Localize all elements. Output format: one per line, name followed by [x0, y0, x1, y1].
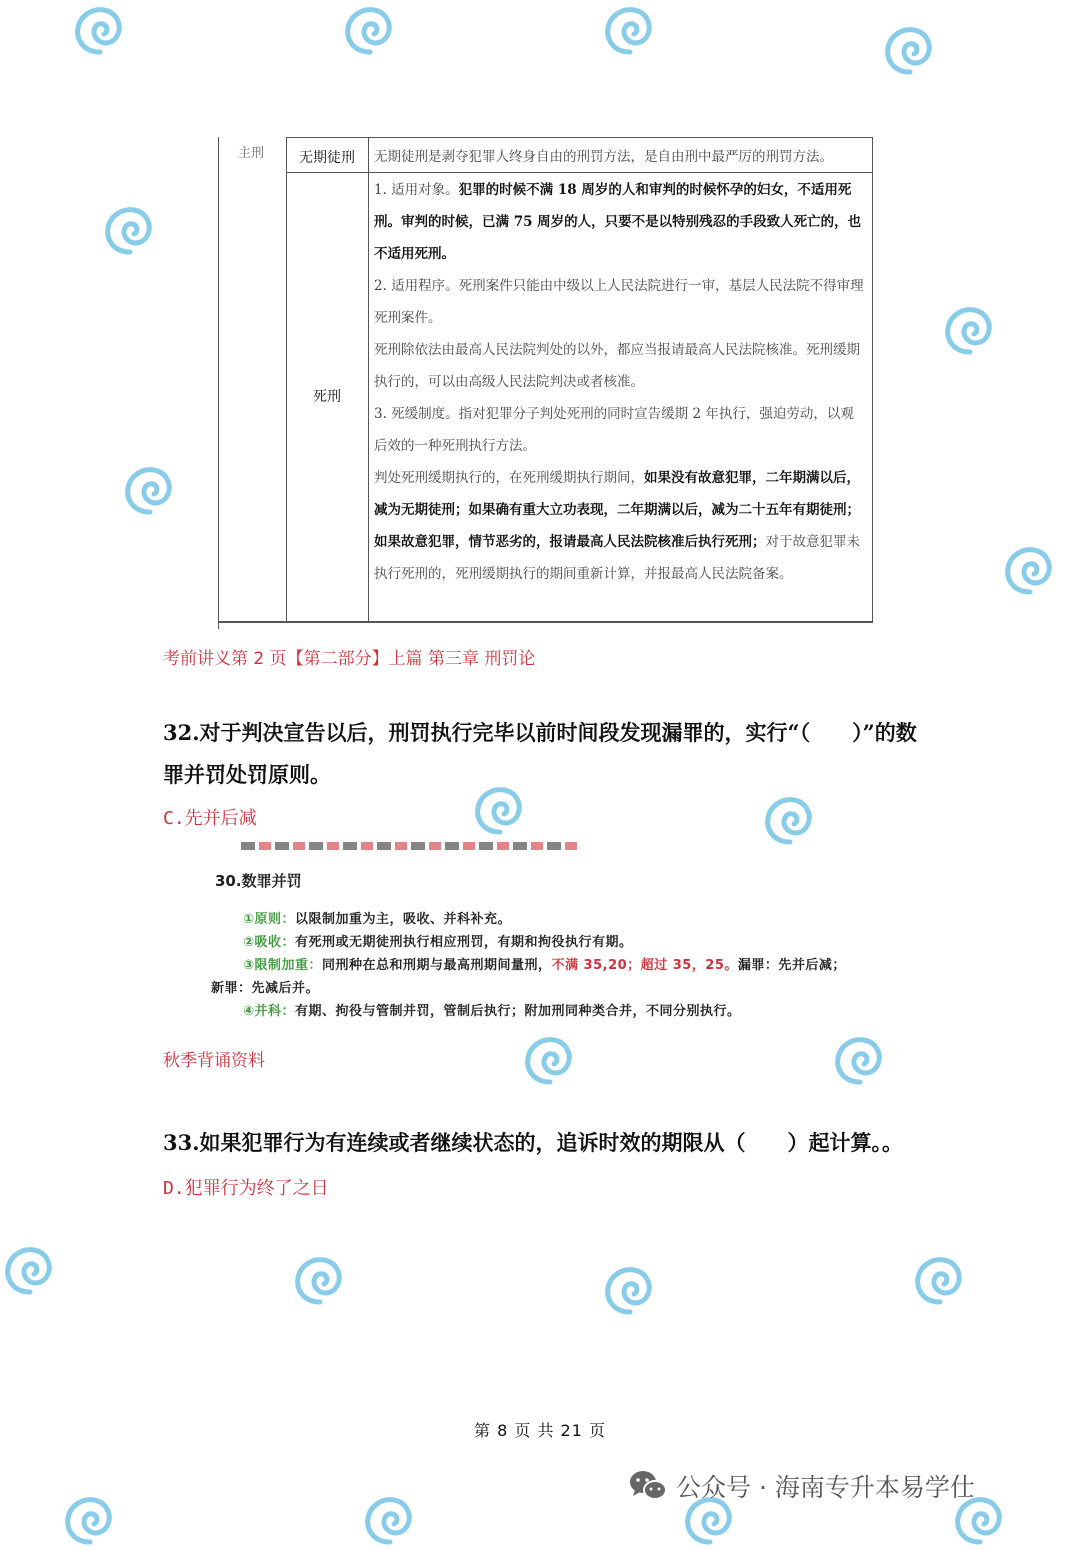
- death-reprieve-outcome-paragraph: 判处死刑缓期执行的，在死刑缓期执行期间，如果没有故意犯罪，二年期满以后，减为无期徒刑；如果确有重大立功表现，二年期满以后，减为二十五年有期徒刑；如果故意犯罪，情节恶劣的，报请最高人民法院核准后执行死刑；对于故意犯罪未执行死刑的，死刑缓期执行的期间重新计算，并报最高人民法院备案。: [374, 470, 860, 582]
- page-number: 第 8 页 共 21 页: [474, 1421, 606, 1440]
- snippet-line-limit: ③限制加重：同刑种在总和刑期与最高刑期间量刑，不满 35,20；超过 35，25。漏罪：先并后减；: [243, 958, 846, 973]
- wechat-icon: [628, 1469, 668, 1503]
- death-applicable-paragraph: 1. 适用对象。犯罪的时候不满 18 周岁的人和审判的时候怀孕的妇女，不适用死刑。审判的时候，已满 75 周岁的人，只要不是以特别残忍的手段致人死亡的，也不适用死刑。: [374, 182, 862, 262]
- death-reprieve-paragraph: 3. 死缓制度。指对犯罪分子判处死刑的同时宣告缓期 2 年执行，强迫劳动，以观后效的一种死刑执行方法。: [374, 406, 854, 454]
- death-approval-paragraph: 死刑除依法由最高人民法院判处的以外，都应当报请最高人民法院核准。死刑缓期执行的，可以由高级人民法院判决或者核准。: [374, 342, 860, 390]
- penalty-name-life: 无期徒刑: [299, 150, 355, 166]
- snippet-line-principle: ①原则：以限制加重为主，吸收、并科补充。: [243, 912, 512, 927]
- watermark-logo-icon: [940, 300, 1000, 360]
- wechat-account-name: 公众号 · 海南专升本易学仕: [676, 1473, 975, 1502]
- penalty-table: [218, 137, 873, 629]
- watermark-logo-icon: [880, 20, 940, 80]
- watermark-logo-icon: [1000, 540, 1060, 600]
- snippet-line-newcrime: 新罪：先减后并。: [211, 981, 320, 996]
- snippet-title: 30.数罪并罚: [215, 872, 302, 890]
- watermark-logo-icon: [100, 200, 160, 260]
- watermark-logo-icon: [910, 1250, 970, 1310]
- question-32: 32.对于判决宣告以后，刑罚执行完毕以前时间段发现漏罪的，实行“（ ）”的数罪并罚处罚原则。: [163, 720, 917, 787]
- penalty-desc-life: 无期徒刑是剥夺犯罪人终身自由的刑罚方法，是自由刑中最严厉的刑罚方法。: [374, 149, 833, 165]
- source-reference-1: 考前讲义第 2 页【第二部分】上篇 第三章 刑罚论: [163, 649, 536, 669]
- death-procedure-paragraph: 2. 适用程序。死刑案件只能由中级以上人民法院进行一审，基层人民法院不得审理死刑案件。: [374, 278, 864, 326]
- watermark-logo-icon: [600, 1260, 660, 1320]
- source-reference-2: 秋季背诵资料: [163, 1051, 265, 1071]
- table-category-label: 主刑: [238, 146, 265, 161]
- watermark-logo-icon: [120, 460, 180, 520]
- penalty-name-death: 死刑: [313, 389, 341, 405]
- watermark-logo-icon: [0, 1240, 60, 1300]
- question-33: 33.如果犯罪行为有连续或者继续状态的，追诉时效的期限从（ ）起计算。。: [163, 1130, 904, 1155]
- watermark-logo-icon: [340, 0, 400, 60]
- answer-33: D.犯罪行为终了之日: [163, 1178, 329, 1199]
- watermark-logo-icon: [760, 790, 820, 850]
- study-note-snippet: [205, 842, 905, 1032]
- watermark-logo-icon: [520, 1030, 580, 1090]
- wechat-account-label: [628, 1466, 975, 1506]
- snippet-line-absorb: ②吸收：有死刑或无期徒刑执行相应刑罚，有期和拘役执行有期。: [243, 935, 633, 950]
- watermark-logo-icon: [60, 1490, 120, 1550]
- penalty-desc-death: [374, 174, 866, 590]
- watermark-logo-icon: [830, 1030, 890, 1090]
- watermark-logo-icon: [600, 0, 660, 60]
- watermark-logo-icon: [360, 1490, 420, 1550]
- watermark-logo-icon: [70, 0, 130, 60]
- answer-32: C.先并后减: [163, 808, 257, 829]
- cropped-text-line: [241, 842, 581, 850]
- watermark-logo-icon: [290, 1250, 350, 1310]
- snippet-line-combine: ④并科：有期、拘役与管制并罚，管制后执行；附加刑同种类合并，不同分别执行。: [243, 1004, 741, 1019]
